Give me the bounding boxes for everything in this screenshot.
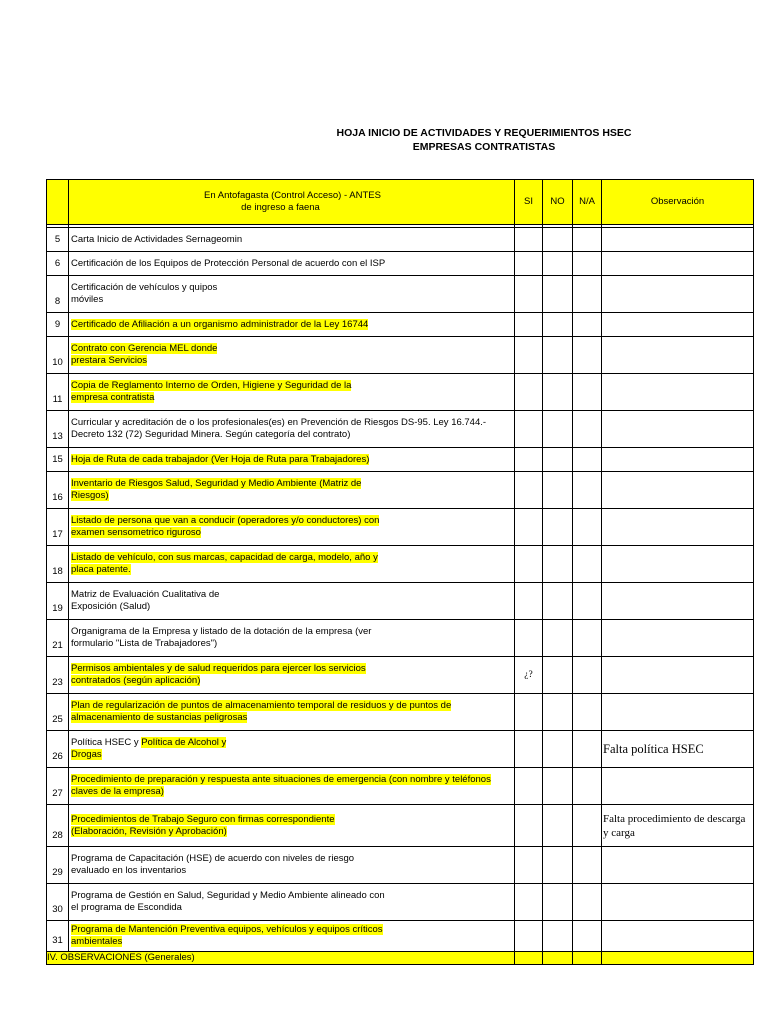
row-observacion-cell[interactable] (602, 472, 754, 509)
row-description-text: Procedimientos de Trabajo Seguro con firmas correspondiente (71, 813, 335, 825)
row-observacion-cell[interactable] (602, 657, 754, 694)
row-si-cell[interactable] (515, 921, 543, 952)
footer-cell (602, 952, 754, 965)
row-description-line (71, 700, 514, 712)
row-na-cell[interactable] (573, 228, 602, 252)
row-si-cell[interactable] (515, 805, 543, 847)
row-description (69, 337, 515, 374)
row-number: 29 (47, 847, 69, 884)
table-row (47, 337, 754, 374)
row-description-text: empresa contratista (71, 392, 155, 403)
row-si-cell[interactable] (515, 884, 543, 921)
row-observacion-cell[interactable] (602, 252, 754, 276)
row-no-cell[interactable] (543, 509, 573, 546)
row-si-cell[interactable] (515, 583, 543, 620)
row-no-cell[interactable] (543, 620, 573, 657)
row-description (69, 694, 515, 731)
row-number: 8 (47, 276, 69, 313)
row-si-cell[interactable] (515, 694, 543, 731)
row-observacion-cell[interactable] (602, 805, 754, 847)
row-description-text-highlighted: Drogas (71, 749, 102, 760)
row-description-line (71, 774, 514, 786)
row-description-text: Copia de Reglamento Interno de Orden, Higiene y Seguridad de la (71, 380, 352, 391)
row-description-text: almacenamiento de sustancias peligrosas (71, 712, 248, 723)
row-observacion-cell[interactable] (602, 583, 754, 620)
row-number: 23 (47, 657, 69, 694)
requirements-table (46, 179, 754, 965)
row-na-cell[interactable] (573, 276, 602, 313)
row-description-line (71, 924, 514, 936)
row-description-line (71, 380, 514, 392)
row-number: 16 (47, 472, 69, 509)
row-description-text: Permisos ambientales y de salud requeridos para ejercer los servicios (71, 663, 366, 674)
row-description-text: Programa de Mantención Preventiva equipos, vehículos y equipos críticos (71, 924, 383, 935)
row-description-text: Curricular y acreditación de o los profesionales(es) en Prevención de Riesgos DS-95. Ley 16.744.- (71, 417, 487, 428)
row-description (69, 768, 515, 805)
row-si-cell[interactable] (515, 731, 543, 768)
table-row (47, 374, 754, 411)
row-si-cell[interactable] (515, 546, 543, 583)
row-description-text: claves de la empresa) (71, 786, 164, 797)
row-description-text: examen sensometrico riguroso (71, 527, 201, 538)
row-description-text: Certificación de vehículos y quipos (71, 282, 218, 293)
row-no-cell[interactable] (543, 921, 573, 952)
row-si-cell[interactable] (515, 472, 543, 509)
row-no-cell[interactable] (543, 694, 573, 731)
row-si-cell[interactable] (515, 337, 543, 374)
row-description-line (71, 589, 514, 601)
row-na-cell[interactable] (573, 313, 602, 337)
row-na-cell[interactable] (573, 768, 602, 805)
row-na-cell[interactable] (573, 921, 602, 952)
row-number: 27 (47, 768, 69, 805)
row-no-cell[interactable] (543, 884, 573, 921)
table-row (47, 509, 754, 546)
table-header-row (47, 180, 754, 225)
row-na-cell[interactable] (573, 620, 602, 657)
row-observacion-cell[interactable] (602, 276, 754, 313)
row-description (69, 411, 515, 448)
row-no-cell[interactable] (543, 768, 573, 805)
row-na-cell[interactable] (573, 805, 602, 847)
row-si-cell[interactable] (515, 276, 543, 313)
row-description (69, 731, 515, 768)
row-description-line (71, 564, 514, 576)
row-na-cell[interactable] (573, 472, 602, 509)
header-description-line1: En Antofagasta (Control Acceso) - ANTES (204, 190, 381, 201)
row-observacion-cell[interactable] (602, 921, 754, 952)
header-observacion: Observación (602, 180, 754, 225)
table-row (47, 472, 754, 509)
row-description-line (71, 282, 514, 294)
row-na-cell[interactable] (573, 694, 602, 731)
table-row (47, 546, 754, 583)
row-no-cell[interactable] (543, 374, 573, 411)
table-row (47, 276, 754, 313)
row-number: 6 (47, 252, 69, 276)
document-subtitle: EMPRESAS CONTRATISTAS (412, 141, 556, 153)
row-description-text: Organigrama de la Empresa y listado de la dotación de la empresa (ver (71, 626, 372, 637)
row-description (69, 847, 515, 884)
row-description-text: Programa de Gestión en Salud, Seguridad y Medio Ambiente alineado con (71, 890, 385, 901)
row-si-cell[interactable]: ¿? (515, 657, 543, 694)
table-row (47, 884, 754, 921)
row-description-line (71, 638, 514, 650)
row-description-line (71, 737, 514, 749)
row-number: 5 (47, 228, 69, 252)
row-description-text: Certificado de Afiliación a un organismo administrador de la Ley 16744 (71, 318, 369, 330)
row-number: 13 (47, 411, 69, 448)
row-description-text: Programa de Capacitación (HSE) de acuerdo con niveles de riesgo (71, 853, 355, 864)
header-description-cell (69, 180, 515, 225)
row-observacion-cell[interactable] (602, 847, 754, 884)
row-description-line (71, 712, 514, 724)
row-description-line (71, 552, 514, 564)
row-no-cell[interactable] (543, 583, 573, 620)
header-na: N/A (573, 180, 602, 225)
row-observacion-cell[interactable] (602, 448, 754, 472)
table-row (47, 805, 754, 847)
row-description-text: el programa de Escondida (71, 902, 182, 913)
row-description-text: Plan de regularización de puntos de almacenamiento temporal de residuos y de puntos de (71, 700, 452, 711)
row-description (69, 509, 515, 546)
row-number: 17 (47, 509, 69, 546)
document-title-block (0, 126, 768, 154)
row-no-cell[interactable] (543, 228, 573, 252)
row-description-line (71, 786, 514, 798)
row-description-line (71, 417, 514, 429)
header-no: NO (543, 180, 573, 225)
row-observacion-cell[interactable] (602, 694, 754, 731)
row-description (69, 805, 515, 847)
row-description-text: Certificación de los Equipos de Protección Personal de acuerdo con el ISP (71, 257, 386, 269)
row-no-cell[interactable] (543, 847, 573, 884)
row-description-text: prestara Servicios (71, 355, 148, 366)
row-description-line (71, 392, 514, 404)
row-description-line (71, 490, 514, 502)
row-number: 10 (47, 337, 69, 374)
row-description-line (71, 527, 514, 539)
row-description-line (71, 355, 514, 367)
row-description-text: Inventario de Riesgos Salud, Seguridad y Medio Ambiente (Matriz de (71, 478, 362, 489)
row-na-cell[interactable] (573, 374, 602, 411)
row-number: 9 (47, 313, 69, 337)
row-na-cell[interactable] (573, 884, 602, 921)
row-description-text: Listado de persona que van a conducir (operadores y/o conductores) con (71, 515, 380, 526)
row-number: 19 (47, 583, 69, 620)
row-description-line (71, 814, 514, 826)
table-row (47, 411, 754, 448)
table-row (47, 731, 754, 768)
footer-cell (573, 952, 602, 965)
row-description (69, 448, 515, 472)
table-row (47, 768, 754, 805)
row-description-line (71, 478, 514, 490)
row-description-line (71, 749, 514, 761)
row-number: 21 (47, 620, 69, 657)
row-number: 30 (47, 884, 69, 921)
row-description (69, 657, 515, 694)
row-si-cell[interactable] (515, 313, 543, 337)
row-description-text: Hoja de Ruta de cada trabajador (Ver Hoja de Ruta para Trabajadores) (71, 453, 370, 465)
row-no-cell[interactable] (543, 411, 573, 448)
row-si-cell[interactable] (515, 411, 543, 448)
row-na-cell[interactable] (573, 731, 602, 768)
row-description (69, 583, 515, 620)
row-number: 31 (47, 921, 69, 952)
row-description-line (71, 294, 514, 306)
row-description (69, 546, 515, 583)
row-description-text-highlighted: Política de Alcohol y (141, 737, 227, 748)
row-description-line (71, 853, 514, 865)
row-na-cell[interactable] (573, 546, 602, 583)
table-row (47, 448, 754, 472)
row-description-line (71, 343, 514, 355)
row-observacion-cell[interactable] (602, 411, 754, 448)
header-si: SI (515, 180, 543, 225)
row-number: 28 (47, 805, 69, 847)
row-si-cell[interactable] (515, 448, 543, 472)
row-observacion-cell[interactable] (602, 884, 754, 921)
row-description-text: formulario "Lista de Trabajadores") (71, 638, 218, 649)
row-description-line (71, 826, 514, 838)
row-description-line (71, 601, 514, 613)
row-description-text: móviles (71, 294, 104, 305)
table-row (47, 252, 754, 276)
row-description-text: placa patente. (71, 564, 131, 575)
row-na-cell[interactable] (573, 448, 602, 472)
row-description-text: Matriz de Evaluación Cualitativa de (71, 589, 220, 600)
row-na-cell[interactable] (573, 657, 602, 694)
row-observacion-cell[interactable] (602, 768, 754, 805)
row-description (69, 252, 515, 276)
row-description-line (71, 429, 514, 441)
row-si-cell[interactable] (515, 374, 543, 411)
footer-cell (515, 952, 543, 965)
table-row (47, 228, 754, 252)
header-description-line2: de ingreso a faena (241, 202, 320, 213)
row-description-text: Listado de vehículo, con sus marcas, capacidad de carga, modelo, año y (71, 552, 378, 563)
row-si-cell[interactable] (515, 847, 543, 884)
row-description-line (71, 626, 514, 638)
row-description-text: contratados (según aplicación) (71, 675, 201, 686)
row-description (69, 313, 515, 337)
row-observacion-cell[interactable] (602, 337, 754, 374)
row-no-cell[interactable] (543, 448, 573, 472)
row-na-cell[interactable] (573, 411, 602, 448)
row-description-text: Riesgos) (71, 490, 109, 501)
row-description-text: Carta Inicio de Actividades Sernageomin (71, 233, 243, 245)
row-description-text: Contrato con Gerencia MEL donde (71, 343, 218, 354)
row-description (69, 228, 515, 252)
row-si-cell[interactable] (515, 509, 543, 546)
row-no-cell[interactable] (543, 313, 573, 337)
row-si-cell[interactable] (515, 252, 543, 276)
row-observacion-note: Falta política HSEC (603, 742, 704, 756)
row-description (69, 921, 515, 952)
row-observacion-cell[interactable] (602, 620, 754, 657)
row-number: 25 (47, 694, 69, 731)
row-description-line (71, 234, 514, 246)
row-observacion-note: Falta procedimiento de descarga y carga (603, 812, 746, 839)
footer-row (47, 952, 754, 965)
row-observacion-cell[interactable] (602, 731, 754, 768)
row-description-line (71, 902, 514, 914)
row-description-text: Exposición (Salud) (71, 601, 151, 612)
row-description-text: Decreto 132 (72) Seguridad Minera. Según categoría del contrato) (71, 429, 351, 440)
row-description (69, 374, 515, 411)
row-description-text: Política HSEC y (71, 737, 142, 748)
table-row (47, 657, 754, 694)
row-no-cell[interactable] (543, 546, 573, 583)
row-si-cell[interactable] (515, 228, 543, 252)
row-number: 11 (47, 374, 69, 411)
row-description-line (71, 936, 514, 948)
row-description-text: ambientales (71, 936, 123, 947)
row-description-line (71, 454, 514, 466)
row-na-cell[interactable] (573, 252, 602, 276)
row-no-cell[interactable] (543, 657, 573, 694)
table-row (47, 620, 754, 657)
row-no-cell[interactable] (543, 472, 573, 509)
document-title: HOJA INICIO DE ACTIVIDADES Y REQUERIMIENTOS HSEC (336, 127, 632, 139)
row-number: 18 (47, 546, 69, 583)
row-observacion-cell[interactable] (602, 374, 754, 411)
row-description (69, 620, 515, 657)
table-row (47, 583, 754, 620)
row-description (69, 884, 515, 921)
footer-label: IV. OBSERVACIONES (Generales) (47, 952, 515, 965)
row-number: 26 (47, 731, 69, 768)
row-description-line (71, 258, 514, 270)
row-no-cell[interactable] (543, 337, 573, 374)
row-description-line (71, 865, 514, 877)
row-no-cell[interactable] (543, 252, 573, 276)
row-description-line (71, 675, 514, 687)
row-no-cell[interactable] (543, 276, 573, 313)
row-si-cell[interactable] (515, 768, 543, 805)
row-description (69, 276, 515, 313)
row-description-text: (Elaboración, Revisión y Aprobación) (71, 825, 227, 837)
row-description-line (71, 515, 514, 527)
row-observacion-cell[interactable] (602, 228, 754, 252)
row-number: 15 (47, 448, 69, 472)
row-na-cell[interactable] (573, 509, 602, 546)
row-description-line (71, 890, 514, 902)
row-description-line (71, 319, 514, 331)
table-row (47, 694, 754, 731)
row-no-cell[interactable] (543, 805, 573, 847)
row-no-cell[interactable] (543, 731, 573, 768)
row-description-text: Procedimiento de preparación y respuesta ante situaciones de emergencia (con nombre y teléfonos (71, 774, 491, 785)
row-si-cell[interactable] (515, 620, 543, 657)
row-na-cell[interactable] (573, 847, 602, 884)
row-description (69, 472, 515, 509)
row-na-cell[interactable] (573, 337, 602, 374)
row-description-line (71, 663, 514, 675)
row-observacion-cell[interactable] (602, 509, 754, 546)
table-row (47, 921, 754, 952)
row-description-text: evaluado en los inventarios (71, 865, 187, 876)
table-row (47, 847, 754, 884)
row-observacion-cell[interactable] (602, 313, 754, 337)
footer-cell (543, 952, 573, 965)
table-row (47, 313, 754, 337)
row-na-cell[interactable] (573, 583, 602, 620)
row-observacion-cell[interactable] (602, 546, 754, 583)
